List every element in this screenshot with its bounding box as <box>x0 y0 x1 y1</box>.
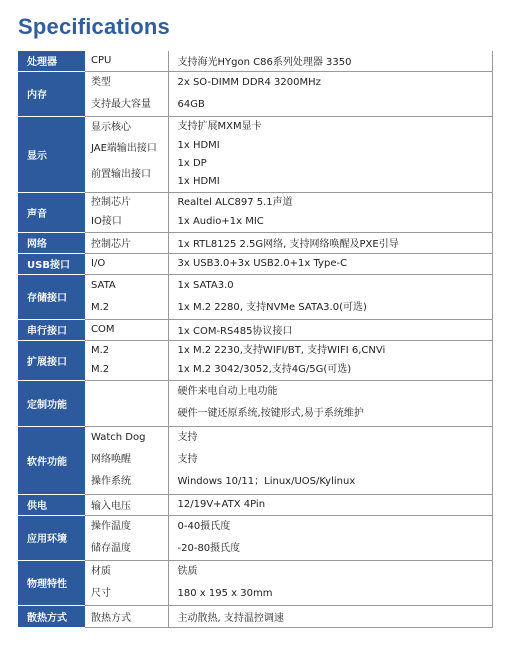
value-cell <box>168 515 492 560</box>
item-label: M.2 <box>91 345 110 356</box>
value-text: 1x Audio+1x MIC <box>177 216 264 227</box>
value-cell <box>168 116 492 192</box>
value-text: 1x M.2 2230,支持WIFI/BT, 支持WIFI 6,CNVi <box>177 345 386 356</box>
table-row <box>18 116 492 192</box>
item-label: IO接口 <box>91 216 122 227</box>
value-text: 支持 <box>177 432 198 443</box>
value-text: 12/19V+ATX 4Pin <box>177 499 266 510</box>
table-row <box>18 340 492 380</box>
item-label: 支持最大容量 <box>91 98 151 110</box>
table-row <box>18 605 492 627</box>
item-label: I/O <box>91 258 106 269</box>
table-row <box>18 319 492 340</box>
value-cell <box>168 253 492 274</box>
category-cell: 串行接口 <box>18 319 85 340</box>
item-label: 控制芯片 <box>91 197 131 208</box>
item-cell <box>85 380 168 426</box>
value-cell <box>168 51 492 71</box>
spec-table <box>18 51 493 628</box>
item-cell <box>85 51 168 71</box>
item-cell <box>85 605 168 627</box>
value-text: 1x DP <box>177 158 207 169</box>
value-text: 硬件一键还原系统,按键形式,易于系统维护 <box>177 408 364 419</box>
value-text: -20-80摄氏度 <box>177 542 241 554</box>
item-label: 输入电压 <box>91 501 131 512</box>
item-label: 显示核心 <box>91 122 131 133</box>
value-text: 支持扩展MXM显卡 <box>177 121 262 132</box>
value-text: 0-40摄氏度 <box>177 520 231 532</box>
value-text: 支持海光HYgon C86系列处理器 3350 <box>177 57 352 69</box>
value-text: 64GB <box>177 98 205 110</box>
table-row <box>18 71 492 116</box>
item-cell <box>85 274 168 319</box>
value-cell <box>168 71 492 116</box>
value-cell <box>168 426 492 494</box>
table-row <box>18 192 492 232</box>
category-cell: 网络 <box>18 232 85 253</box>
category-cell: 内存 <box>18 71 85 116</box>
category-cell: 处理器 <box>18 51 85 71</box>
value-cell <box>168 319 492 340</box>
value-text: 180 x 195 x 30mm <box>177 587 273 599</box>
category-cell: 物理特性 <box>18 560 85 605</box>
value-text: 1x SATA3.0 <box>177 279 234 291</box>
table-row <box>18 494 492 515</box>
table-row <box>18 274 492 319</box>
page-title: Specifications <box>18 14 170 39</box>
table-row <box>18 515 492 560</box>
table-row <box>18 380 492 426</box>
item-label: 控制芯片 <box>91 239 131 250</box>
value-text: 主动散热, 支持温控调速 <box>177 612 284 624</box>
value-text: 1x HDMI <box>177 176 220 187</box>
value-text: 硬件来电自动上电功能 <box>177 386 278 397</box>
value-cell <box>168 494 492 515</box>
table-row <box>18 560 492 605</box>
table-row <box>18 51 492 71</box>
value-text: 3x USB3.0+3x USB2.0+1x Type-C <box>177 258 348 269</box>
category-cell: 软件功能 <box>18 426 85 494</box>
category-cell: 应用环境 <box>18 515 85 560</box>
item-label: 操作温度 <box>91 520 131 532</box>
category-cell: 扩展接口 <box>18 340 85 380</box>
category-cell: 定制功能 <box>18 380 85 426</box>
item-cell <box>85 71 168 116</box>
value-text: Windows 10/11；Linux/UOS/Kylinux <box>177 476 356 487</box>
table-row <box>18 426 492 494</box>
item-label: 尺寸 <box>91 587 111 599</box>
item-cell <box>85 192 168 232</box>
item-label: M.2 <box>91 364 110 375</box>
category-cell: 显示 <box>18 116 85 192</box>
value-text: 1x RTL8125 2.5G网络, 支持网络唤醒及PXE引导 <box>177 239 399 250</box>
value-text: 1x HDMI <box>177 140 220 151</box>
category-cell: 声音 <box>18 192 85 232</box>
item-label: 操作系统 <box>91 476 131 487</box>
item-cell <box>85 319 168 340</box>
category-cell: 散热方式 <box>18 605 85 627</box>
value-cell <box>168 340 492 380</box>
table-row <box>18 253 492 274</box>
item-label: COM <box>91 324 115 335</box>
item-cell <box>85 253 168 274</box>
value-text: 1x M.2 2280, 支持NVMe SATA3.0(可选) <box>177 301 367 313</box>
item-cell <box>85 232 168 253</box>
value-cell <box>168 232 492 253</box>
item-label: 散热方式 <box>91 612 131 624</box>
value-text: 1x M.2 3042/3052,支持4G/5G(可选) <box>177 364 352 375</box>
item-label: JAE端输出接口 <box>91 143 157 154</box>
value-cell <box>168 380 492 426</box>
item-label: 储存温度 <box>91 542 131 554</box>
item-label: 前置输出接口 <box>91 169 151 180</box>
value-cell <box>168 192 492 232</box>
item-label: Watch Dog <box>91 432 146 443</box>
category-cell: USB接口 <box>18 253 85 274</box>
item-label: 网络唤醒 <box>91 454 131 465</box>
item-label: 类型 <box>91 76 111 88</box>
item-cell <box>85 340 168 380</box>
item-cell <box>85 494 168 515</box>
value-cell <box>168 560 492 605</box>
value-text: 1x COM-RS485协议接口 <box>177 326 293 337</box>
value-text: 2x SO-DIMM DDR4 3200MHz <box>177 76 321 88</box>
category-cell: 存储接口 <box>18 274 85 319</box>
item-label: 材质 <box>91 565 111 577</box>
item-cell <box>85 426 168 494</box>
item-label: M.2 <box>91 301 110 313</box>
value-cell <box>168 274 492 319</box>
item-cell <box>85 515 168 560</box>
value-text: Realtel ALC897 5.1声道 <box>177 197 293 208</box>
value-cell <box>168 605 492 627</box>
value-text: 铁质 <box>177 565 198 577</box>
table-row <box>18 232 492 253</box>
item-cell <box>85 116 168 192</box>
category-cell: 供电 <box>18 494 85 515</box>
item-label: CPU <box>91 55 112 67</box>
item-cell <box>85 560 168 605</box>
value-text: 支持 <box>177 454 198 465</box>
item-label: SATA <box>91 279 116 291</box>
